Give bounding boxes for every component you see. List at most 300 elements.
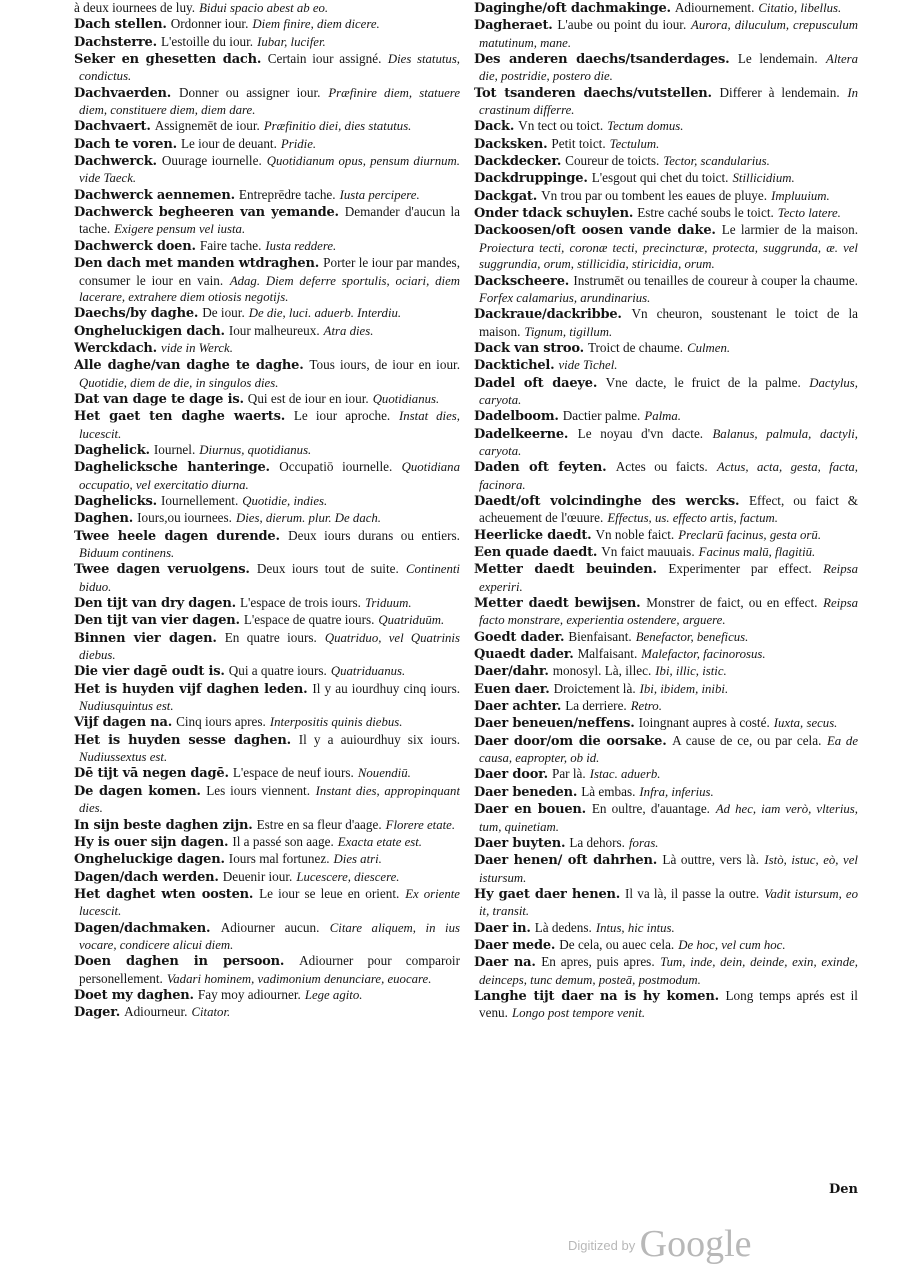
dictionary-entry (74, 953, 460, 987)
latin-gloss: Longo post tempore venit. (511, 1006, 646, 1021)
latin-gloss: Reipsa experiri. (479, 562, 858, 594)
french-gloss: Malfaisant. (577, 646, 638, 662)
latin-gloss: Quotidianus. (372, 391, 440, 406)
headword: Den dach met manden wtdraghen. (74, 256, 320, 272)
french-gloss: Cinq iours apres. (176, 714, 266, 730)
french-gloss: Qui est de iour en iour. (247, 390, 369, 406)
dictionary-entry (74, 459, 460, 493)
headword: Het is huyden vijf daghen leden. (74, 681, 308, 697)
headword: Den tijt van vier dagen. (74, 613, 240, 629)
french-gloss: Il y a auiourdhuy six iours. (298, 731, 460, 747)
latin-gloss: Quotidiana occupatio, vel exercitatio diurna. (79, 460, 460, 492)
latin-gloss: Diem finire, diem dicere. (252, 17, 380, 32)
headword: Daer door. (474, 767, 548, 783)
latin-gloss: Tecto latere. (777, 206, 841, 221)
latin-gloss: Effectus, us. effecto artis, factum. (607, 511, 778, 526)
dictionary-entry (74, 510, 460, 527)
french-gloss: à deux iournees de luy. (74, 0, 196, 15)
french-gloss: Dactier palme. (562, 408, 641, 424)
french-gloss: Le iour de deuant. (180, 135, 277, 151)
french-gloss: Occupatiō iournelle. (279, 459, 393, 475)
french-gloss: Deuenir iour. (222, 868, 293, 884)
latin-gloss: Nouendiū. (357, 766, 411, 781)
digitized-watermark (568, 1222, 752, 1266)
latin-gloss: Reipsa facto monstrare, experientia ostendere, arguere. (479, 596, 858, 628)
latin-gloss: Istac. aduerb. (589, 767, 661, 782)
headword: Daer beneuen/neffens. (474, 716, 635, 732)
headword: Daden oft feyten. (474, 460, 607, 476)
dictionary-entry (74, 732, 460, 766)
dictionary-entry (474, 375, 858, 409)
headword: Dadelkeerne. (474, 426, 569, 442)
latin-gloss: Ex oriente lucescit. (79, 886, 460, 919)
french-gloss: Estre caché soubs le toict. (637, 205, 774, 221)
headword: Dackdruppinge. (474, 171, 588, 187)
latin-gloss: Tectum domus. (607, 119, 684, 134)
headword: Dager. (74, 1005, 121, 1021)
latin-gloss: Quatriduūm. (378, 613, 445, 628)
dictionary-entry (474, 886, 858, 920)
headword: Onder tdack schuylen. (474, 206, 634, 222)
latin-gloss: Lege agito. (304, 987, 363, 1002)
latin-gloss: Iusta percipere. (339, 187, 420, 202)
headword: Dagheraet. (474, 18, 553, 34)
latin-gloss: Dies atri. (333, 852, 382, 867)
headword: Ongheluckige dagen. (74, 852, 225, 868)
french-gloss: Porter le iour par mandes, consumer le iour en vain. (79, 255, 460, 288)
latin-gloss: Citatio, libellus. (758, 1, 842, 15)
headword: In sijn beste daghen zijn. (74, 817, 253, 833)
latin-gloss: In crastinum differre. (479, 85, 858, 118)
headword: Tot tsanderen daechs/vutstellen. (474, 85, 712, 101)
headword: Dacksken. (474, 136, 548, 152)
dictionary-entry (74, 663, 460, 680)
latin-gloss: Tectulum. (609, 136, 660, 151)
headword: Alle daghe/van daghe te daghe. (74, 358, 304, 374)
dictionary-entry (74, 408, 460, 442)
french-gloss: Faire tache. (199, 237, 262, 253)
headword: Langhe tijt daer na is hy komen. (474, 988, 719, 1004)
dictionary-entry (474, 852, 858, 886)
headword: Daedt/oft volcindinghe des wercks. (474, 493, 740, 509)
headword: Dagen/dachmaken. (74, 920, 211, 936)
latin-gloss: Exacta etate est. (337, 834, 422, 849)
headword: Dach te voren. (74, 136, 177, 152)
headword: Dackdecker. (474, 154, 562, 170)
dictionary-entry (474, 340, 858, 357)
dictionary-entry (74, 136, 460, 153)
latin-gloss: Adag. Diem deferre sportulis, ociari, diem lacerare, extrahere diem otiosis negotijs. (79, 273, 460, 304)
latin-gloss: Instat dies, lucescit. (79, 409, 460, 441)
dictionary-entry (474, 17, 858, 51)
french-gloss: Fay moy adiourner. (197, 986, 301, 1002)
french-gloss: En oultre, d'auantage. (591, 801, 710, 817)
headword: Goedt dader. (474, 629, 565, 645)
latin-gloss: Vadit istursum, eo it, transit. (479, 886, 858, 919)
headword: Dachwerck. (74, 154, 157, 170)
headword: Dat van dage te dage is. (74, 391, 244, 407)
french-gloss: Estre en sa fleur d'aage. (256, 816, 382, 832)
latin-gloss: Interpositis quinis diebus. (269, 715, 403, 730)
latin-gloss: De hoc, vel cum hoc. (678, 937, 786, 952)
left-column (74, 0, 460, 1200)
french-gloss: Le iour aproche. (293, 408, 391, 424)
headword: Twee dagen veruolgens. (74, 562, 250, 578)
headword: Daer door/om die oorsake. (474, 733, 667, 749)
dictionary-entry (74, 630, 460, 664)
french-gloss: La derriere. (565, 698, 627, 714)
latin-gloss: Palma. (644, 409, 681, 424)
headword: Dach stellen. (74, 17, 167, 33)
latin-gloss: Citator. (191, 1005, 231, 1020)
headword: Werckdach. (74, 340, 157, 356)
french-gloss: Ouurage iournelle. (161, 153, 262, 169)
latin-gloss: Proiectura tecti, coronæ tecti, precincturæ, protecta, suggrunda, æ. vel suggrundia, orum, stillicidia, stiricidia, orum. (479, 240, 858, 272)
latin-gloss: Quotidie, diem de die, in singulos dies. (79, 375, 279, 390)
dictionary-entry (74, 34, 460, 51)
latin-gloss: Triduum. (365, 596, 412, 611)
dictionary-entry (474, 408, 858, 425)
latin-gloss: Ad hec, iam verò, vlterius, tum, quinetiam. (479, 802, 858, 834)
latin-gloss: Altera die, postridie, postero die. (479, 52, 858, 84)
dictionary-entry (74, 1004, 460, 1021)
headword: Daer en bouen. (474, 802, 586, 818)
headword: Metter daedt bewijsen. (474, 596, 641, 612)
french-gloss: Vn noble faict. (595, 526, 675, 542)
latin-gloss: Benefactor, beneficus. (635, 629, 749, 644)
headword: Dackscheere. (474, 273, 570, 289)
dictionary-entry (474, 51, 858, 85)
headword: Metter daedt beuinden. (474, 562, 657, 578)
latin-gloss: Quatriduanus. (330, 664, 406, 679)
latin-gloss: Facinus malū, flagitiū. (698, 545, 816, 559)
french-gloss: Là outtre, vers là. (662, 852, 760, 868)
french-gloss: Assignemēt de iour. (154, 118, 260, 134)
dictionary-entry (74, 118, 460, 135)
latin-gloss: De die, luci. aduerb. Interdiu. (248, 306, 402, 321)
french-gloss: Experimenter par effect. (668, 561, 812, 577)
headword: Daer na. (474, 955, 536, 971)
headword: Dacktichel. (474, 358, 555, 374)
latin-gloss: Dies statutus, condictus. (79, 52, 460, 84)
latin-gloss: Balanus, palmula, dactyli, caryota. (479, 426, 858, 458)
french-gloss: Iours mal fortunez. (228, 851, 330, 867)
latin-gloss: Retro. (630, 699, 662, 714)
dictionary-entry (74, 595, 460, 612)
dictionary-entry (474, 153, 858, 170)
latin-gloss: Aurora, diluculum, crepusculum matutinum, mane. (479, 18, 858, 50)
headword: Daginghe/oft dachmakinge. (474, 1, 671, 16)
french-gloss: Iour malheureux. (228, 322, 320, 338)
dictionary-entry (74, 51, 460, 85)
dictionary-entry (474, 937, 858, 954)
french-gloss: Entreprēdre tache. (238, 186, 336, 202)
latin-gloss: Exigere pensum vel iusta. (114, 222, 246, 237)
dictionary-entry (474, 954, 858, 988)
french-gloss: Petit toict. (551, 135, 606, 151)
dictionary-entry (474, 629, 858, 646)
dictionary-entry (74, 783, 460, 817)
dictionary-entry (74, 442, 460, 459)
latin-gloss: Tignum, tigillum. (524, 324, 613, 339)
french-gloss: Adiourneur. (124, 1004, 188, 1020)
headword: Het gaet ten daghe waerts. (74, 409, 286, 425)
headword: Daer in. (474, 920, 531, 936)
latin-gloss: Quotidie, indies. (242, 493, 328, 508)
headword: Daer/dahr. (474, 664, 549, 680)
french-gloss: Vn faict mauuais. (601, 544, 695, 559)
dictionary-entry (474, 306, 858, 340)
dictionary-entry (474, 170, 858, 187)
headword: Daghen. (74, 511, 134, 527)
headword: Daer mede. (474, 937, 556, 953)
latin-gloss: Quotidianum opus, pensum diurnum. vide Taeck. (79, 154, 460, 186)
latin-gloss: Iuxta, secus. (773, 716, 838, 731)
french-gloss: Deux iours durans ou entiers. (288, 527, 460, 543)
headword: Daer beneden. (474, 784, 578, 800)
latin-gloss: Infra, inferius. (639, 784, 714, 799)
headword: Den tijt van dry dagen. (74, 596, 236, 612)
dictionary-entry (474, 715, 858, 732)
french-gloss: Iournel. (153, 441, 196, 457)
dictionary-entry (474, 681, 858, 698)
headword: Dachwerck doen. (74, 238, 196, 254)
latin-gloss: Nudiusquintus est. (79, 699, 174, 714)
french-gloss: Vn trou par ou tombent les eaues de pluye. (541, 187, 768, 203)
dictionary-entry (74, 869, 460, 886)
headword: Doen daghen in persoon. (74, 954, 285, 970)
latin-gloss: Quatriduo, vel Quatrinis diebus. (79, 630, 460, 663)
headword: Daghelicksche hanteringe. (74, 460, 270, 476)
dictionary-entry (474, 561, 858, 595)
headword: Binnen vier dagen. (74, 630, 217, 646)
latin-gloss: Vadari hominem, vadimonium denunciare, euocare. (166, 971, 432, 986)
latin-gloss: Tum, inde, dein, deinde, exin, exinde, deinceps, tunc demum, posteā, postmodum. (479, 955, 858, 987)
dictionary-entry (474, 0, 858, 17)
french-gloss: Les iours viennent. (206, 782, 311, 798)
dictionary-entry (474, 493, 858, 527)
french-gloss: Differer à lendemain. (719, 84, 840, 100)
latin-gloss: Dies, dierum. plur. De dach. (235, 511, 381, 526)
french-gloss: De iour. (202, 305, 245, 321)
latin-gloss: Pridie. (280, 136, 317, 151)
catchword: Den (829, 1182, 858, 1197)
french-gloss: L'aube ou point du iour. (557, 17, 687, 33)
french-gloss: Tous iours, de iour en iour. (309, 357, 460, 373)
latin-gloss: Tector, scandularius. (663, 154, 770, 169)
headword: Hy gaet daer henen. (474, 886, 621, 902)
headword: Twee heele dagen durende. (74, 528, 280, 544)
latin-gloss: Citare aliquem, in ius vocare, condicere alicui diem. (79, 920, 460, 952)
headword: Dack. (474, 119, 515, 135)
headword: Hy is ouer sijn dagen. (74, 834, 229, 850)
dictionary-entry (74, 187, 460, 204)
french-gloss: Effect, ou faict & acheuement de l'œuure. (479, 492, 858, 526)
latin-gloss: Biduum continens. (79, 546, 175, 560)
dictionary-entry (74, 153, 460, 187)
french-gloss: Adiournement. (674, 0, 755, 15)
dictionary-entry (474, 118, 858, 135)
french-gloss: Vn cheuron, soustenant le toict de la maison. (479, 306, 858, 339)
french-gloss: L'estoille du iour. (160, 33, 254, 49)
french-gloss: Par là. (551, 766, 586, 782)
french-gloss: De cela, ou auec cela. (559, 936, 675, 952)
french-gloss: L'espace de trois iours. (239, 595, 361, 611)
headword: Het is huyden sesse daghen. (74, 732, 291, 748)
latin-gloss: Ea de causa, eapropter, ob id. (479, 733, 858, 766)
french-gloss: Actes ou faicts. (615, 459, 708, 475)
dictionary-entry (74, 305, 460, 322)
latin-gloss: Bidui spacio abest ab eo. (199, 1, 329, 15)
french-gloss: Monstrer de faict, ou en effect. (646, 595, 818, 611)
right-column (474, 0, 858, 1200)
french-gloss: Qui a quatre iours. (228, 663, 327, 679)
dictionary-entry (474, 784, 858, 801)
dictionary-entry (474, 273, 858, 307)
headword: Die vier dagē oudt is. (74, 664, 225, 680)
dictionary-entry (74, 987, 460, 1004)
headword: Dadel oft daeye. (474, 375, 598, 391)
french-gloss: Il va là, il passe la outre. (625, 885, 760, 901)
dictionary-entry (474, 188, 858, 205)
french-gloss: En apres, puis apres. (541, 954, 655, 970)
latin-gloss: Impluuium. (771, 188, 830, 203)
headword: Daer achter. (474, 699, 562, 715)
latin-gloss: Iubar, lucifer. (257, 34, 326, 49)
headword: Dackoosen/oft oosen vande dake. (474, 223, 716, 239)
french-gloss: A cause de ce, ou par cela. (672, 732, 822, 748)
dictionary-entry (74, 0, 460, 16)
latin-gloss: Diurnus, quotidianus. (199, 442, 312, 457)
latin-gloss: Iusta reddere. (265, 238, 337, 253)
watermark-brand: Google (639, 1223, 752, 1265)
dictionary-entry (474, 733, 858, 767)
headword: Dackraue/dackribbe. (474, 307, 622, 323)
latin-gloss: Stillicidium. (732, 171, 795, 186)
headword: Euen daer. (474, 681, 550, 697)
headword: Dachvaerden. (74, 85, 172, 101)
dictionary-entry (74, 391, 460, 408)
french-gloss: Le lendemain. (737, 51, 818, 67)
headword: Daer buyten. (474, 835, 566, 851)
headword: Dachvaert. (74, 119, 151, 135)
dictionary-entry (74, 323, 460, 340)
latin-gloss: Instant dies, appropinquant dies. (79, 783, 460, 816)
french-gloss: Droictement là. (553, 680, 636, 696)
headword: Ongheluckigen dach. (74, 323, 225, 339)
french-gloss: Coureur de toicts. (565, 153, 660, 169)
headword: Daghelicks. (74, 493, 157, 509)
headword: Dachwerck aennemen. (74, 187, 235, 203)
dictionary-entry (74, 851, 460, 868)
dictionary-entry (74, 16, 460, 33)
french-gloss: Le iour se leue en orient. (259, 885, 400, 901)
dictionary-entry (474, 801, 858, 835)
headword: Doet my daghen. (74, 987, 194, 1003)
french-gloss: Deux iours tout de suite. (256, 561, 399, 577)
headword: Vijf dagen na. (74, 715, 173, 731)
french-gloss: Là dedens. (534, 919, 592, 935)
dictionary-entry (74, 714, 460, 731)
french-gloss: Long temps aprés est il venu. (479, 987, 858, 1021)
latin-gloss: Dactylus, caryota. (479, 375, 858, 407)
dictionary-entry (74, 204, 460, 238)
latin-gloss: Nudiussextus est. (79, 750, 168, 765)
french-gloss: Iours,ou iournees. (137, 510, 232, 526)
french-gloss: Instrumēt ou tenailles de coureur à couper la chaume. (573, 272, 858, 288)
dictionary-entry (474, 544, 858, 561)
headword: Het daghet wten oosten. (74, 886, 254, 902)
dictionary-entry (474, 766, 858, 783)
dictionary-entry (474, 527, 858, 544)
latin-gloss: Lucescere, diescere. (296, 869, 400, 884)
latin-gloss: Malefactor, facinorosus. (641, 647, 766, 662)
latin-gloss: Istò, istuc, eò, vel istursum. (479, 853, 858, 885)
headword: Dagen/dach werden. (74, 869, 219, 885)
latin-gloss: Culmen. (687, 340, 731, 355)
latin-gloss: Preclarū facinus, gesta orū. (678, 527, 822, 542)
headword: Daechs/by daghe. (74, 306, 199, 322)
french-gloss: Bienfaisant. (568, 628, 632, 644)
latin-gloss: Præfinitio diei, dies statutus. (263, 119, 412, 134)
dictionary-entry (74, 85, 460, 119)
headword: Dachwerck begheeren van yemande. (74, 205, 339, 221)
latin-gloss: Præfinire diem, statuere diem, constituere diem, diem dare. (79, 85, 460, 118)
french-gloss: L'espace de quatre iours. (243, 612, 375, 628)
french-gloss: Il a passé son aage. (232, 833, 334, 849)
dictionary-entry (74, 681, 460, 715)
french-gloss: Là embas. (581, 783, 636, 799)
dictionary-entry (474, 988, 858, 1022)
dictionary-entry (74, 834, 460, 851)
dictionary-entry (474, 426, 858, 460)
french-gloss: La dehors. (569, 834, 625, 850)
latin-gloss: vide Tichel. (558, 358, 618, 373)
dictionary-entry (74, 493, 460, 510)
french-gloss: monosyl. Là, illec. (552, 663, 652, 679)
latin-gloss: Ibi, ibidem, inibi. (639, 681, 729, 696)
dictionary-entry (474, 357, 858, 374)
french-gloss: Le larmier de la maison. (721, 222, 858, 238)
french-gloss: Ioingnant aupres à costé. (638, 715, 770, 731)
dictionary-entry (474, 222, 858, 272)
headword: Dadelboom. (474, 409, 559, 425)
dictionary-entry (474, 85, 858, 119)
latin-gloss: Atra dies. (323, 323, 374, 338)
dictionary-entry (74, 612, 460, 629)
french-gloss: Adiourner aucun. (220, 919, 320, 935)
latin-gloss: Actus, acta, gesta, facta, facinora. (479, 460, 858, 492)
french-gloss: Iournellement. (160, 492, 239, 508)
headword: Daghelick. (74, 442, 150, 458)
dictionary-entry (474, 646, 858, 663)
headword: Een quade daedt. (474, 545, 598, 560)
headword: Dack van stroo. (474, 340, 584, 356)
dictionary-entry (74, 920, 460, 954)
french-gloss: Certain iour assigné. (267, 51, 382, 67)
dictionary-entry (74, 561, 460, 595)
french-gloss: L'esgout qui chet du toict. (591, 170, 729, 186)
headword: Heerlicke daedt. (474, 527, 592, 543)
french-gloss: L'espace de neuf iours. (232, 765, 354, 781)
dictionary-entry (474, 698, 858, 715)
headword: Dackgat. (474, 188, 538, 204)
latin-gloss: vide in Werck. (161, 340, 233, 355)
dictionary-entry (474, 595, 858, 629)
latin-gloss: foras. (629, 835, 659, 850)
french-gloss: Demander d'aucun la tache. (79, 204, 460, 237)
dictionary-entry (474, 835, 858, 852)
